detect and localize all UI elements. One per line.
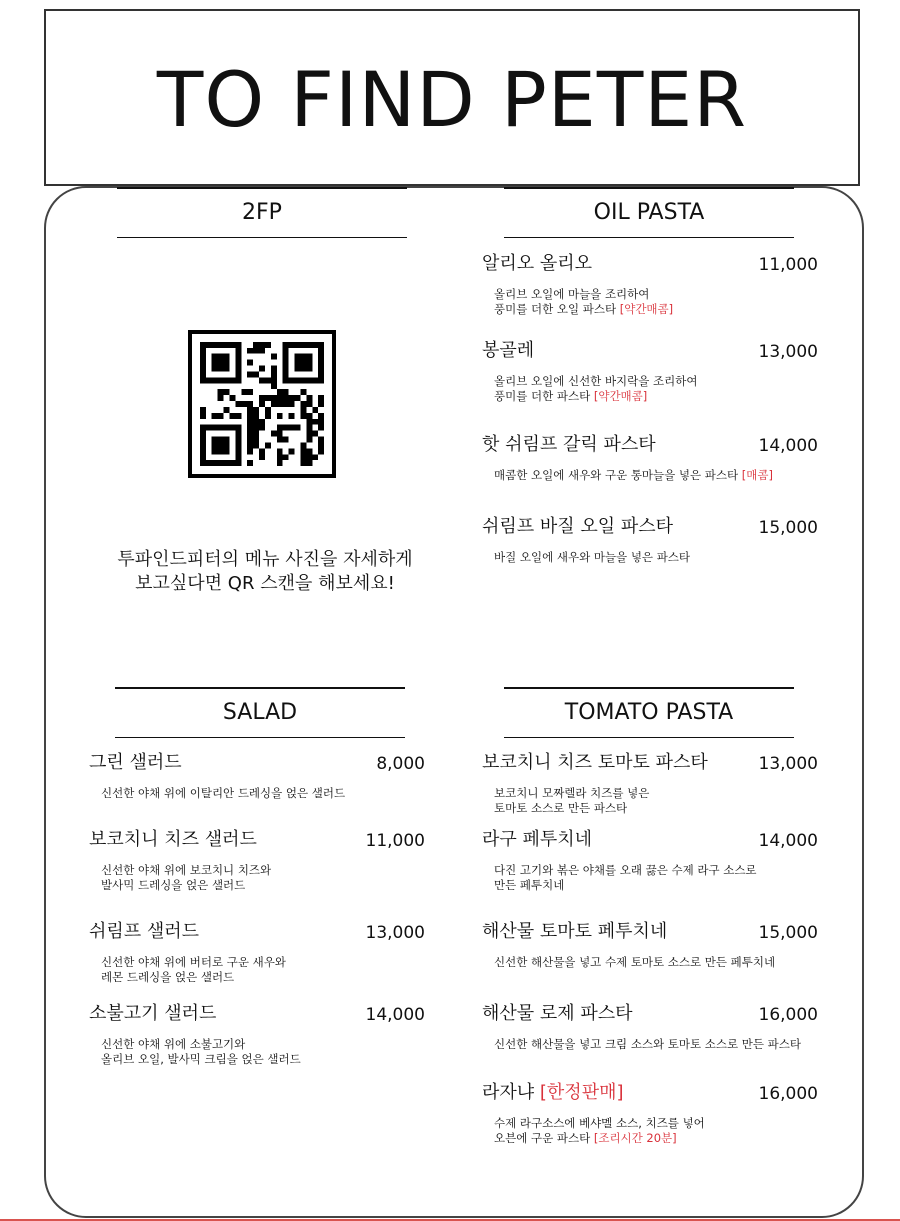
heading-rule-bottom (504, 737, 794, 739)
item-name: 해산물 로제 파스타 (482, 1003, 633, 1024)
description-line: 올리브 오일에 신선한 바지락을 조리하여 (494, 374, 698, 388)
item-price: 13,000 (758, 754, 818, 774)
item-description (101, 1037, 301, 1067)
section-heading-tomato-pasta (504, 687, 794, 738)
item-name: 소불고기 샐러드 (89, 1003, 217, 1024)
limited-sale-badge: [한정판매] (539, 1082, 624, 1103)
qr-caption-line: 투파인드피터의 메뉴 사진을 자세하게 (117, 549, 413, 570)
item-name (482, 1082, 624, 1104)
header-box (44, 9, 860, 186)
description-line: 신선한 해산물을 넣고 수제 토마토 소스로 만든 페투치네 (494, 955, 776, 969)
heading-rule-bottom (504, 237, 794, 239)
item-price: 13,000 (365, 923, 425, 943)
item-description (494, 786, 649, 816)
cooking-time-note: [조리시간 20분] (593, 1131, 677, 1145)
item-name: 보코치니 치즈 토마토 파스타 (482, 752, 708, 773)
description-line: 바질 오일에 새우와 마늘을 넣은 파스타 (494, 550, 691, 564)
item-price: 16,000 (758, 1084, 818, 1104)
description-line: 레몬 드레싱을 얹은 샐러드 (101, 970, 235, 984)
item-name: 쉬림프 샐러드 (89, 921, 200, 942)
item-description (494, 468, 773, 483)
item-description (494, 955, 775, 970)
item-name: 핫 쉬림프 갈릭 파스타 (482, 434, 656, 455)
item-name: 그린 샐러드 (89, 752, 182, 773)
description-line: 토마토 소스로 만든 파스타 (494, 801, 628, 815)
item-description (494, 550, 690, 565)
description-line: 만든 페투치네 (494, 878, 565, 892)
item-name: 보코치니 치즈 샐러드 (89, 829, 257, 850)
description-line (494, 468, 773, 483)
item-price: 14,000 (365, 1005, 425, 1025)
section-heading-2fp (117, 187, 407, 238)
description-line: 발사믹 드레싱을 얹은 샐러드 (101, 878, 246, 892)
item-name: 해산물 토마토 페투치네 (482, 921, 668, 942)
section-heading-oil-pasta (504, 187, 794, 238)
description-text: 오븐에 구운 파스타 (494, 1131, 594, 1145)
description-line: 올리브 오일, 발사믹 크림을 얹은 샐러드 (101, 1052, 301, 1066)
section-title: SALAD (222, 699, 298, 725)
section-title: 2FP (242, 199, 282, 225)
item-price: 11,000 (758, 255, 818, 275)
item-description (494, 863, 757, 893)
heading-rule-top (117, 187, 407, 189)
description-line: 신선한 야채 위에 이탈리안 드레싱을 얹은 샐러드 (101, 786, 346, 800)
heading-rule-top (504, 687, 794, 689)
description-line: 다진 고기와 볶은 야채를 오래 끓은 수제 라구 소스로 (494, 863, 757, 877)
item-description (101, 955, 286, 985)
item-description (101, 863, 271, 893)
section-title: OIL PASTA (593, 199, 705, 225)
item-price: 16,000 (758, 1005, 818, 1025)
item-name: 봉골레 (482, 340, 535, 361)
item-description (494, 374, 697, 404)
item-price: 11,000 (365, 831, 425, 851)
item-price: 13,000 (758, 342, 818, 362)
item-description (494, 1037, 801, 1052)
description-line: 보코치니 모짜렐라 치즈를 넣은 (494, 786, 650, 800)
item-price: 15,000 (758, 518, 818, 538)
description-line: 올리브 오일에 마늘을 조리하여 (494, 287, 650, 301)
description-text: 풍미를 더한 파스타 (494, 389, 594, 403)
section-title: TOMATO PASTA (564, 699, 734, 725)
qr-caption-line: 보고싶다면 QR 스캔을 해보세요! (135, 573, 395, 594)
item-price: 14,000 (758, 436, 818, 456)
item-price: 14,000 (758, 831, 818, 851)
item-name: 라구 페투치네 (482, 829, 593, 850)
description-line (494, 302, 673, 317)
restaurant-title: TO FIND PETER (156, 55, 748, 144)
spicy-note: [약간매콤] (619, 302, 674, 316)
heading-rule-top (504, 187, 794, 189)
item-name-text: 라자냐 (482, 1082, 540, 1103)
description-line (494, 389, 697, 404)
spicy-note: [약간매콤] (593, 389, 648, 403)
description-line: 신선한 야채 위에 버터로 구운 새우와 (101, 955, 286, 969)
qr-code[interactable] (188, 330, 336, 478)
item-name: 알리오 올리오 (482, 253, 593, 274)
heading-rule-top (115, 687, 405, 689)
description-text: 매콤한 오일에 새우와 구운 통마늘을 넣은 파스타 (494, 468, 742, 482)
qr-caption (80, 548, 450, 596)
item-description (494, 1116, 705, 1146)
description-line (494, 1131, 705, 1146)
heading-rule-bottom (117, 237, 407, 239)
item-name: 쉬림프 바질 오일 파스타 (482, 516, 674, 537)
heading-rule-bottom (115, 737, 405, 739)
item-price: 15,000 (758, 923, 818, 943)
spicy-note: [매콤] (741, 468, 773, 482)
item-price: 8,000 (376, 754, 425, 774)
section-heading-salad (115, 687, 405, 738)
item-description (494, 287, 673, 317)
description-line: 신선한 해산물을 넣고 크림 소스와 토마토 소스로 만든 파스타 (494, 1037, 801, 1051)
description-text: 풍미를 더한 오일 파스타 (494, 302, 620, 316)
description-line: 수제 라구소스에 베샤멜 소스, 치즈를 넣어 (494, 1116, 705, 1130)
description-line: 신선한 야채 위에 보코치니 치즈와 (101, 863, 272, 877)
description-line: 신선한 야채 위에 소불고기와 (101, 1037, 246, 1051)
item-description (101, 786, 345, 801)
